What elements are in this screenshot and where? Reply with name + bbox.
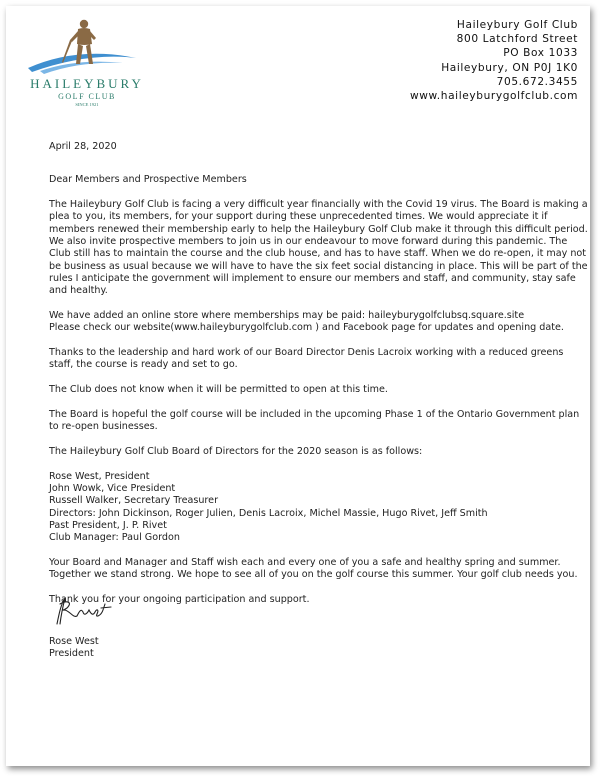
address-phone: 705.672.3455 — [496, 75, 578, 88]
letter-body — [49, 141, 589, 619]
logo-since: SINCE 1921 — [75, 102, 99, 107]
logo-subtitle: GOLF CLUB — [58, 92, 116, 101]
signer-block — [49, 636, 99, 661]
logo-name: HAILEYBURY — [30, 76, 144, 91]
paragraph-phase-1: The Board is hopeful the golf course will be included in the upcoming Phase 1 of the Ontario Government plan to re-open businesses. — [49, 408, 580, 433]
paragraph-online-store: We have added an online store where memberships may be paid: haileyburygolfclubsq.square.site Please check our website(www.haileyburygolfclub.com ) and Facebook page for updates and opening date. — [49, 309, 564, 334]
address-club-name: Haileybury Golf Club — [456, 19, 578, 31]
golfer-swoosh-icon — [18, 16, 148, 78]
board-list: Rose West, President John Wowk, Vice President Russell Walker, Secretary Treasurer Directors: John Dickinson, Roger Julien, Denis Lacroix, Michel Massie, Hugo Rivet, Jeff Smith Past President, J. P. Rivet Club Manager: Paul Gordon — [49, 470, 488, 544]
signature-icon — [51, 594, 121, 630]
address-street: 800 Latchford Street — [456, 33, 578, 46]
letter-date: April 28, 2020 — [49, 141, 117, 152]
paragraph-thanks: Thanks to the leadership and hard work of our Board Director Denis Lacroix working with a reduced greens staff, the course is ready and set to go. — [49, 347, 564, 371]
paragraph-board-intro: The Haileybury Golf Club Board of Directors for the 2020 season is as follows: — [49, 446, 423, 458]
club-address — [410, 18, 578, 103]
address-po-box: PO Box 1033 — [503, 47, 578, 60]
paragraph-opening: The Club does not know when it will be permitted to open at this time. — [49, 384, 388, 396]
signer-name: Rose West — [49, 636, 99, 647]
address-city: Haileybury, ON P0J 1K0 — [441, 61, 578, 74]
paragraph-wishes: Your Board and Manager and Staff wish each and every one of you a safe and healthy spring and summer. Together we stand strong. We hope to see all of you on the golf course this summer. Your golf club needs you. — [49, 557, 578, 581]
paragraph-intro: The Haileybury Golf Club is facing a very difficult year financially with the Covid 19 virus. The Board is making a plea to you, its members, for your support during these unprecedented times. We would appreciate it if members renewed their membership early to help the Haileybury Golf Club make it through this difficult period. We also invite prospective members to join us in our endeavour to move forward during this pandemic. The Club still has to maintain the course and the club house, and has to have staff. When we do re-open, it may not be business as usual because we will have to have the six feet social distancing in place. This will be part of the rules I anticipate the government will implement to ensure our members and staff, and community, stay safe and healthy. — [49, 199, 588, 297]
club-logo — [18, 16, 148, 108]
letter-salutation: Dear Members and Prospective Members — [49, 174, 247, 186]
signer-title: President — [49, 648, 94, 660]
paragraph-thank-you: Thank you for your ongoing participation and support. — [49, 594, 310, 606]
address-website: www.haileyburygolfclub.com — [409, 90, 578, 103]
letter-page — [6, 6, 590, 766]
